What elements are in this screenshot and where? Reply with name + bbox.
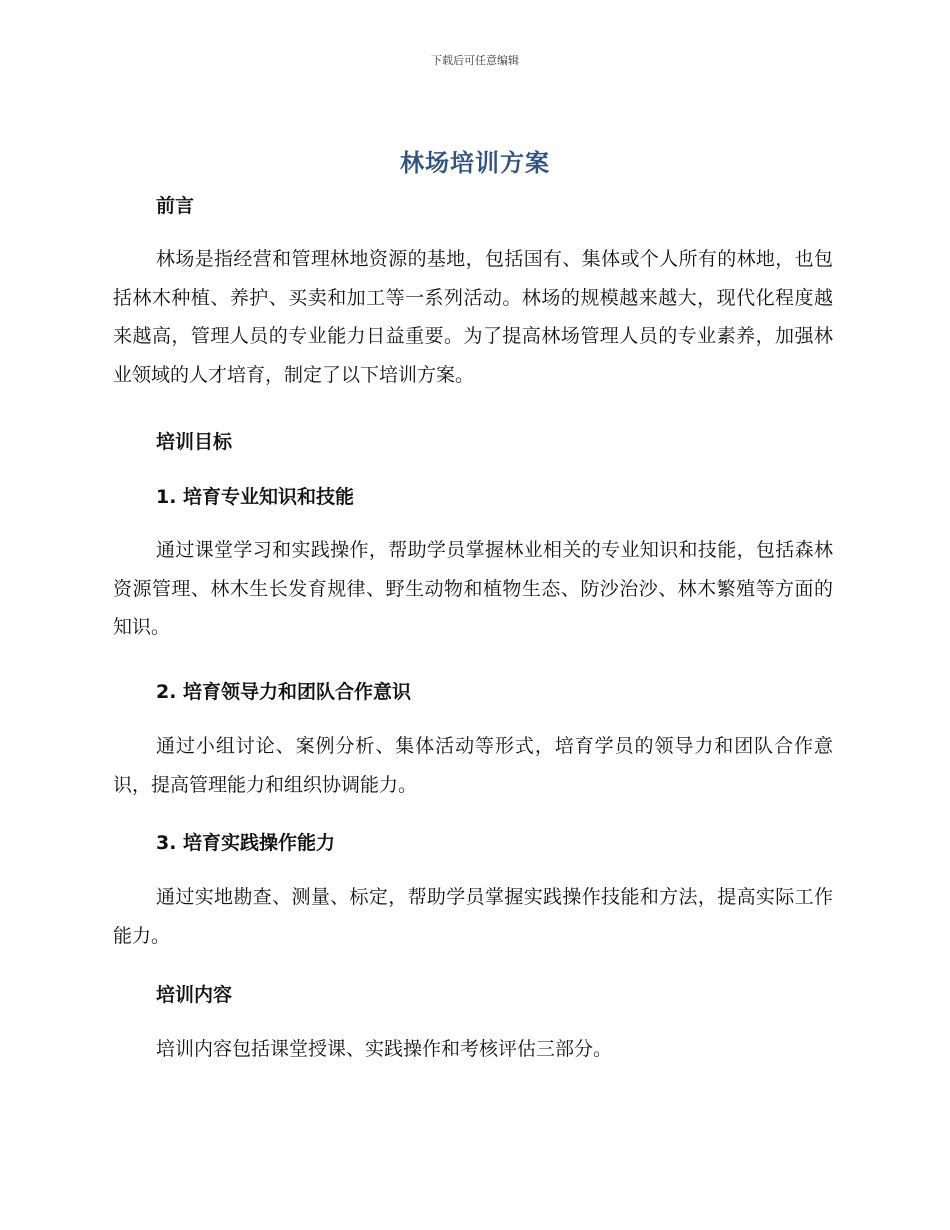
goal1-heading: 1. 培育专业知识和技能: [156, 486, 355, 508]
goal2-paragraph: 通过小组讨论、案例分析、集体活动等形式，培育学员的领导力和团队合作意识，提高管理能力和组织协调能力。: [113, 735, 833, 796]
document-title: 林场培训方案: [400, 149, 550, 177]
goal1-paragraph: 通过课堂学习和实践操作，帮助学员掌握林业相关的专业知识和技能，包括森林资源管理、林木生长发育规律、野生动物和植物生态、防沙治沙、林木繁殖等方面的知识。: [113, 539, 833, 638]
goals-heading: 培训目标: [156, 431, 233, 453]
preface-paragraph: 林场是指经营和管理林地资源的基地，包括国有、集体或个人所有的林地，也包括林木种植、养护、买卖和加工等一系列活动。林场的规模越来越大，现代化程度越来越高，管理人员的专业能力日益重要。为了提高林场管理人员的专业素养，加强林业领域的人才培育，制定了以下培训方案。: [113, 248, 833, 386]
page-header-note: 下载后可任意编辑: [431, 54, 519, 67]
goal2-heading: 2. 培育领导力和团队合作意识: [156, 681, 412, 703]
goal3-heading: 3. 培育实践操作能力: [156, 832, 336, 854]
goal3-paragraph: 通过实地勘查、测量、标定，帮助学员掌握实践操作技能和方法，提高实际工作能力。: [113, 886, 833, 947]
content-heading: 培训内容: [156, 984, 233, 1006]
content-paragraph: 培训内容包括课堂授课、实践操作和考核评估三部分。: [156, 1038, 613, 1060]
preface-heading: 前言: [156, 195, 195, 217]
